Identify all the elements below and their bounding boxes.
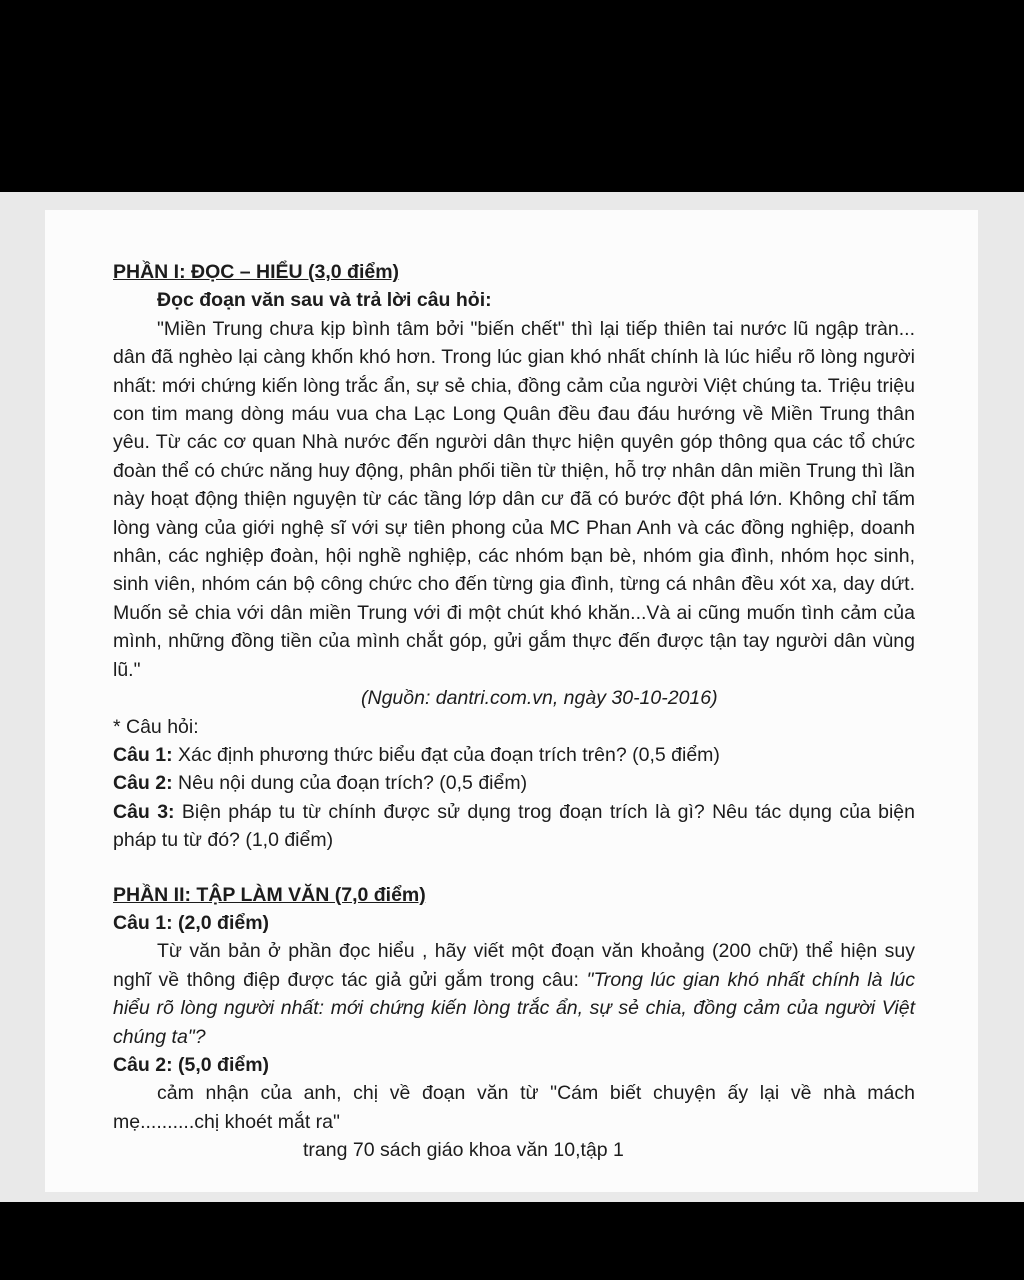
question-3 [113,798,915,855]
question-1 [113,741,915,769]
question-3-label: Câu 3: [113,800,175,823]
part1-heading: PHẦN I: ĐỌC – HIỂU (3,0 điểm) [113,261,400,283]
question-2-label: Câu 2: [113,772,173,795]
scanned-paper-area [0,192,1024,1202]
essay-question-1-label: Câu 1: (2,0 điểm) [113,911,270,934]
part2-heading: PHẦN II: TẬP LÀM VĂN (7,0 điểm) [113,883,426,906]
question-2-text: Nêu nội dung của đoạn trích? (0,5 điểm) [172,772,528,795]
section-spacer [113,855,915,881]
essay-question-2-text: cảm nhận của anh, chị về đoạn văn từ "Cám biết chuyện ấy lại về nhà mách mẹ..........chị khoét mắt ra" [113,1082,915,1133]
textbook-reference: trang 70 sách giáo khoa văn 10,tập 1 [303,1139,624,1162]
reading-passage: "Miền Trung chưa kịp bình tâm bởi "biến chết" thì lại tiếp thiên tai nước lũ ngập tràn... dân đã nghèo lại càng khốn khó hơn. Trong lúc gian khó nhất chính là lúc hiểu rõ lòng người nhất: mới chứng kiến lòng trắc ẩn, sự sẻ chia, đồng cảm của người Việt chúng ta. Triệu triệu con tim mang dòng máu vua cha Lạc Long Quân đều đau đáu hướng về Miền Trung thân yêu. Từ các cơ quan Nhà nước đến người dân thực hiện quyên góp thông qua các tổ chức đoàn thể có chức năng huy động, phân phối tiền từ thiện, hỗ trợ nhân dân miền Trung thì lần này hoạt động thiện nguyện từ các tầng lớp dân cư đã có bước đột phá lớn. Không chỉ tấm lòng vàng của giới nghệ sĩ với sự tiên phong của MC Phan Anh và các đồng nghiệp, doanh nhân, các nghiệp đoàn, hội nghề nghiệp, các nhóm bạn bè, nhóm gia đình, nhóm học sinh, sinh viên, nhóm cán bộ công chức cho đến từng gia đình, từng cá nhân đều xót xa, day dứt. Muốn sẻ chia với dân miền Trung với đi một chút khó khăn...Và ai cũng muốn tình cảm của mình, những đồng tiền của mình chắt góp, gửi gắm thực đến được tận tay người dân vùng lũ." [113,317,915,681]
essay-question-1-quote: "Trong lúc gian khó nhất chính là lúc hiểu rõ lòng người nhất: mới chứng kiến lòng trắc ẩn, sự sẻ chia, đồng cảm của người Việt chúng ta"? [113,968,915,1048]
question-2 [113,769,915,797]
essay-question-2-label: Câu 2: (5,0 điểm) [113,1053,270,1076]
document-page [45,210,978,1192]
question-1-label: Câu 1: [113,743,173,766]
question-3-text: Biện pháp tu từ chính được sử dụng trog đoạn trích là gì? Nêu tác dụng của biện pháp tu từ đó? (1,0 điểm) [113,800,915,852]
passage-source: (Nguồn: dantri.com.vn, ngày 30-10-2016) [361,687,718,710]
questions-label: * Câu hỏi: [113,715,199,738]
document-content [113,258,915,1165]
essay-question-1 [113,937,915,1051]
part1-instruction: Đọc đoạn văn sau và trả lời câu hỏi: [157,289,492,312]
essay-question-1-text: Từ văn bản ở phần đọc hiểu , hãy viết một đoạn văn khoảng (200 chữ) thể hiện suy nghĩ về thông điệp được tác giả gửi gắm trong câu: [113,940,915,991]
question-1-text: Xác định phương thức biểu đạt của đoạn trích trên? (0,5 điểm) [172,743,720,766]
